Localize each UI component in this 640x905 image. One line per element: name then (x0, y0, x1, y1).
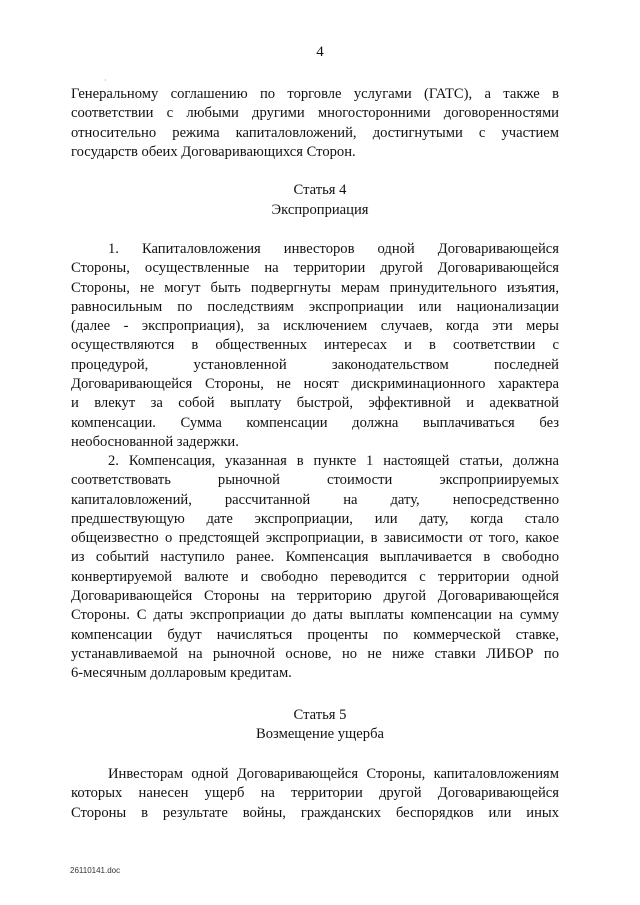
text-line: конвертируемой валюте и свободно переводится с территории одной (71, 568, 559, 585)
text-line: процедурой, установленной законодательством последней (71, 356, 559, 373)
scan-mark: · (104, 76, 107, 85)
text-line: (далее - экспроприация), за исключением случаев, когда эти меры (71, 318, 559, 335)
text-line: и влекут за собой выплату быстрой, эффективной и адекватной (71, 395, 559, 412)
article-4-paragraph-1 (71, 240, 559, 452)
article-5-number: Статья 5 (293, 707, 347, 723)
text-line: Генеральному соглашению по торговле услугами (ГАТС), а также в (71, 86, 559, 102)
text-line: которых нанесен ущерб на территории другой Договаривающейся (71, 785, 559, 802)
text-line: Стороны, осуществленные на территории другой Договаривающейся (71, 260, 559, 277)
text-line: государств обеих Договаривающихся Сторон. (71, 143, 356, 160)
text-line: 1. Капиталовложения инвесторов одной Договаривающейся (108, 241, 559, 257)
text-line: устанавливаемой на рыночной основе, но не ниже ставки ЛИБОР по (71, 645, 559, 662)
article-5-paragraph-1 (71, 765, 559, 823)
article-4-paragraph-2 (71, 452, 559, 684)
text-line: Стороны в результате войны, гражданских беспорядков или иных (71, 804, 559, 821)
text-line: равносильным по последствиям экспроприации или национализации (71, 298, 559, 315)
text-line: осуществляются в общественных интересах и в соответствии с (71, 337, 559, 354)
text-line: Договаривающейся Стороны, не носят дискриминационного характера (71, 376, 559, 393)
text-line: Стороны, не могут быть подвергнуты мерам принудительного изъятия, (71, 279, 559, 296)
text-line: предшествующую дате экспроприации, или дату, когда стало (71, 510, 559, 527)
text-line: Стороны. С даты экспроприации до даты выплаты компенсации на сумму (71, 607, 559, 624)
text-line: соответствовать рыночной стоимости экспроприируемых (71, 472, 559, 489)
intro-paragraph (71, 85, 559, 162)
text-line: компенсации будут начисляться проценты по коммерческой ставке, (71, 626, 559, 643)
text-line: 2. Компенсация, указанная в пункте 1 настоящей статьи, должна (108, 453, 559, 469)
page-number: 4 (316, 44, 324, 60)
text-line: из событий наступило ранее. Компенсация выплачивается в свободно (71, 549, 559, 566)
article-4-title: Экспроприация (271, 202, 369, 218)
text-line: компенсации. Сумма компенсации должна выплачиваться без (71, 414, 559, 431)
text-line: необоснованной задержки. (71, 433, 239, 450)
text-line: соответствии с любыми другими многосторонними договоренностями (71, 105, 559, 122)
text-line: 6-месячным долларовым кредитам. (71, 665, 292, 682)
text-line: общеизвестно о предстоящей экспроприации, в зависимости от того, какое (71, 530, 559, 547)
text-line: Договаривающейся Стороны на территорию другой Договаривающейся (71, 588, 559, 605)
article-4-number: Статья 4 (293, 182, 347, 198)
text-line: Инвесторам одной Договаривающейся Стороны, капиталовложениям (108, 766, 559, 782)
footer-filename: 26110141.doc (70, 866, 121, 875)
text-line: относительно режима капиталовложений, достигнутыми с участием (71, 124, 559, 141)
text-line: капиталовложений, рассчитанной на дату, непосредственно (71, 491, 559, 508)
article-5-title: Возмещение ущерба (256, 726, 384, 742)
